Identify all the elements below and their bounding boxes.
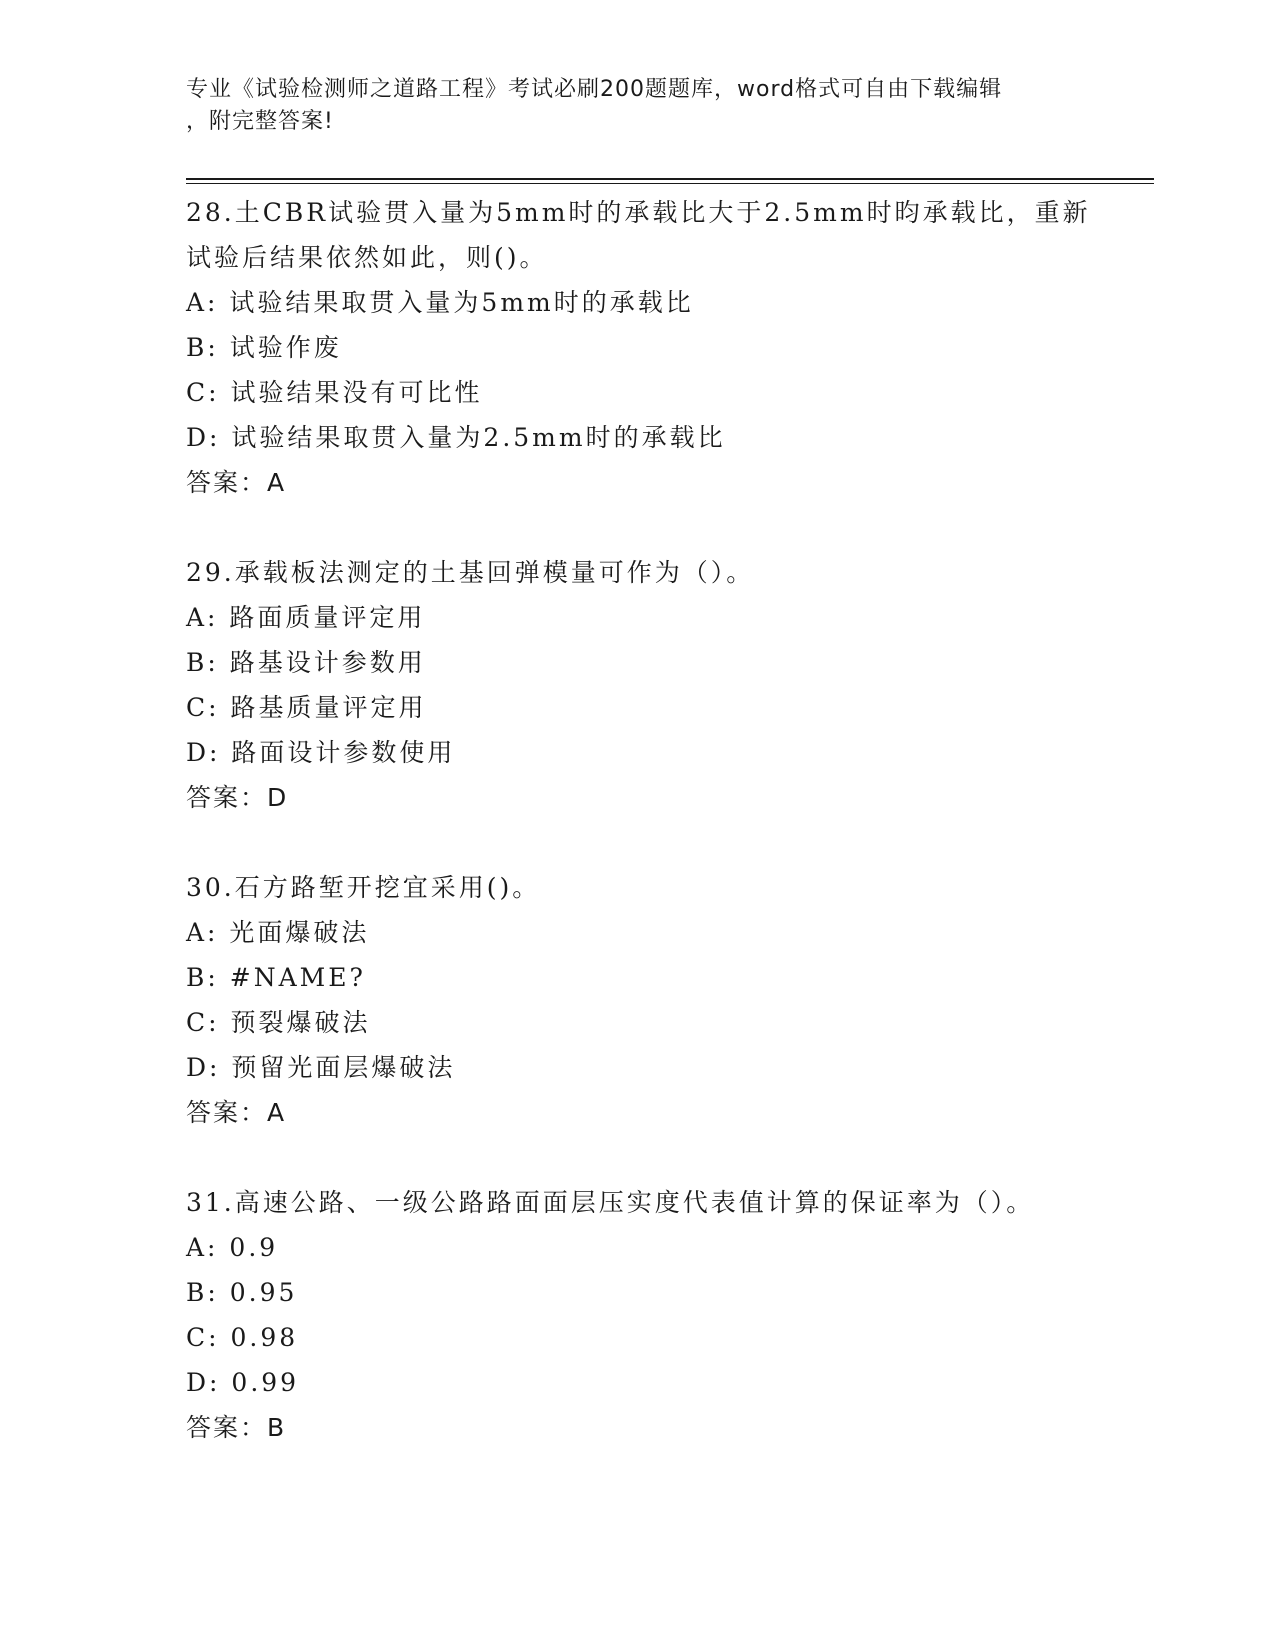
document-header xyxy=(186,74,1066,138)
option-d: D: 试验结果取贯入量为2.5mm时的承载比 xyxy=(186,423,726,452)
option-a: A: 光面爆破法 xyxy=(186,918,370,947)
question-28 xyxy=(186,190,1154,505)
question-31 xyxy=(186,1180,1154,1450)
question-30 xyxy=(186,865,1154,1135)
question-stem: 29.承载板法测定的土基回弹模量可作为（）。 xyxy=(186,558,755,587)
option-c: C: 试验结果没有可比性 xyxy=(186,378,483,407)
answer-line: 答案：D xyxy=(186,783,289,812)
answer-line: 答案：B xyxy=(186,1413,287,1442)
header-rule-thick xyxy=(186,178,1154,180)
question-stem: 30.石方路堑开挖宜采用()。 xyxy=(186,873,541,902)
question-stem: 28.土CBR试验贯入量为5mm时的承载比大于2.5mm时昀承载比，重新 xyxy=(186,198,1091,227)
option-a: A: 试验结果取贯入量为5mm时的承载比 xyxy=(186,288,694,317)
option-b: B: 试验作废 xyxy=(186,333,342,362)
header-rule-thin xyxy=(186,183,1154,184)
question-29 xyxy=(186,550,1154,820)
option-c: C: 预裂爆破法 xyxy=(186,1008,371,1037)
option-d: D: 0.99 xyxy=(186,1368,300,1397)
option-c: C: 0.98 xyxy=(186,1323,299,1352)
answer-line: 答案：A xyxy=(186,1098,287,1127)
header-line-2: ，附完整答案! xyxy=(186,109,334,134)
header-line-1: 专业《试验检测师之道路工程》考试必刷200题题库，word格式可自由下载编辑 xyxy=(186,77,1003,102)
option-c: C: 路基质量评定用 xyxy=(186,693,427,722)
option-d: D: 路面设计参数使用 xyxy=(186,738,456,767)
question-stem-continued: 试验后结果依然如此，则()。 xyxy=(186,243,548,272)
question-list xyxy=(186,190,1154,1495)
option-d: D: 预留光面层爆破法 xyxy=(186,1053,456,1082)
question-stem: 31.高速公路、一级公路路面面层压实度代表值计算的保证率为（）。 xyxy=(186,1188,1035,1217)
option-b: B: 0.95 xyxy=(186,1278,298,1307)
option-a: A: 0.9 xyxy=(186,1233,279,1262)
option-b: B: #NAME? xyxy=(186,963,366,992)
answer-line: 答案：A xyxy=(186,468,287,497)
option-a: A: 路面质量评定用 xyxy=(186,603,426,632)
option-b: B: 路基设计参数用 xyxy=(186,648,426,677)
